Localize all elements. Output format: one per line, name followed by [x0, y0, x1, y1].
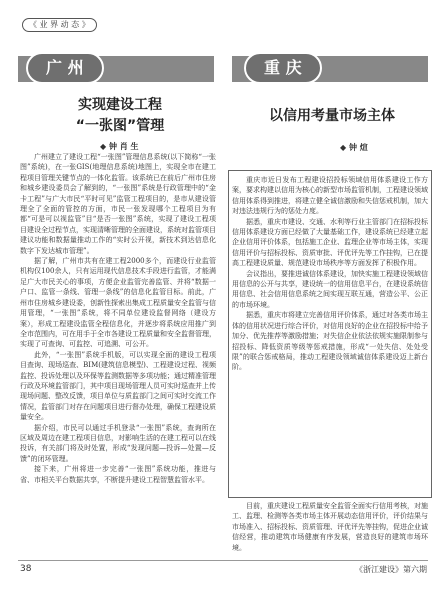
left-article-title-line1: 实现建设工程: [78, 97, 162, 113]
left-article-title-line2: “一张图”管理: [75, 118, 165, 134]
right-paragraph: 目前，重庆建设工程质量安全监管全面实行信用考核，对施工、监理、检测等各类市场主体开展动态信用评价，评价结果与市场准入、招标投标、资质管理、评优评先等挂钩，促进企业诚信经营，推动建筑市场健康有序发展，营造良好的建筑市场环境。: [232, 502, 428, 552]
left-paragraph: 据介绍，市民可以通过手机登录“一张图”系统，查询所在区域及周边在建工程项目信息，对影响生活的在建工程可以在线投诉，有关部门将及时处置，形成“发现问题—投诉—处置—反馈”的闭环管理。: [20, 423, 216, 463]
section-tag: 《 业 界 动 态 》: [22, 18, 97, 32]
right-paragraph: 会议指出，要推进诚信体系建设，加快实施工程建设领域信用信息的公开与共享，建设统一的信用信息平台，在建设系统信用信息、社会信用信息系统之间实现互联互通，营造公平、公正的市场环境。: [232, 269, 428, 309]
right-article-body: [232, 175, 428, 503]
city-label-left: 广 州: [26, 52, 104, 84]
left-article-author: ◆ 钟 肖 生: [100, 142, 139, 151]
left-paragraph: 接下来，广州将进一步完善“一张图”系统功能，推进与省、市相关平台数据共享，不断提升建设工程智慧监管水平。: [20, 465, 216, 484]
right-article-continuation: [232, 501, 428, 557]
right-paragraph: 据悉，重庆市建设、交通、水利等行业主管部门在招标投标信用体系建设方面已经做了大量基础工作，建设系统已经建立起企业信用评价体系，包括施工企业、监理企业等市场主体，实现信用评价与招标投标、资质审批、评优评先等工作挂钩，已在提高工程建设质量、规范建设市场秩序等方面发挥了积极作用。: [232, 217, 428, 268]
right-paragraph: 重庆市近日发布工程建设招投标领域信用体系建设工作方案，要求构建以信用为核心的新型市场监管机制，工程建设领域信用体系得到推进，将建立健全诚信激励和失信惩戒机制，加大对违法违规行为的惩处力度。: [232, 176, 428, 216]
journal-name: 《浙江建设》第六期: [355, 565, 427, 574]
left-article-body: [20, 152, 216, 552]
left-paragraph: 据了解，广州市共有在建工程2000多个，而建设行业监管机构仅100余人，只有运用现代信息技术手段进行监管，才能满足广大市民关心的事项，方便企业监管完善监管、并将“数据一户口、监管一条线、管理一条线”的信息化监管目标。前此，广州市住房城乡建设委，创新性探索出集成工程质量安全监管与信用管理，“一张图”系统，将不同单位建设监督网络（建设方案），形成工程建设监管全程信息化，并逐步将系统应用推广到全市范围内，可在用手于全市各建设工程质量和安全监督管理，实现了可查询、可监控、可追溯、可公开。: [20, 257, 216, 349]
right-article-title: 以信用考量市场主体: [269, 108, 395, 124]
right-article-author: ◆ 钟 煊: [340, 143, 368, 152]
city-label-right: 重 庆: [244, 52, 322, 84]
footer-divider: [18, 560, 428, 561]
left-paragraph: 广州建立了建设工程“一张图”管理信息系统(以下简称“一张图”系统)，在一张GIS(地理信息系统)地图上，实现全市在建工程项目管理关键节点的一体化监管。该系统已在前后广州市住房和城乡建设委员会了解到的，“一张图”系统是行政管理中的“金卡工程”与广大市民“平时可见”监管工程项目的，是市从建设管理全了全面的管控的方面，市民一张发现哪个工程项目为有都“可是可以视监管”目“是否一张图”系统，实现了建设工程项目建设全过程节点，实现清晰管理的全面建设，系统对监管项目建议功能和数据量推动工作的“实时公开视，新技术到达信息化数字下发达城市管理”。: [20, 153, 216, 255]
right-paragraph: 据悉，重庆市将建立完善信用评价体系，通过对各类市场主体的信用状况进行综合评价，对信用良好的企业在招投标中给予加分、优先推荐等激励措施；对失信企业依法依规实施限制参与招投标、降低资质等级等惩戒措施，形成“一处失信、处处受限”的联合惩戒格局，推动工程建设领域诚信体系建设迈上新台阶。: [232, 311, 428, 372]
left-paragraph: 此外，“一张图”系统手机版，可以实现全面的建设工程项目查询、现场巡查、BIM(建筑信息模型)、工程建设过程、视频监控、投诉处理以及环保等监测数据等多项功能；通过精准管理行政及环境监管部门，其中项目现场管理人员可实时巡查并上传现场问题、整改反馈，项目单位与质监部门之间可实时交流工作情况，监管部门对存在问题项目进行督办处理，确保工程建设质量安全。: [20, 350, 216, 422]
page-number: 38: [20, 564, 32, 574]
